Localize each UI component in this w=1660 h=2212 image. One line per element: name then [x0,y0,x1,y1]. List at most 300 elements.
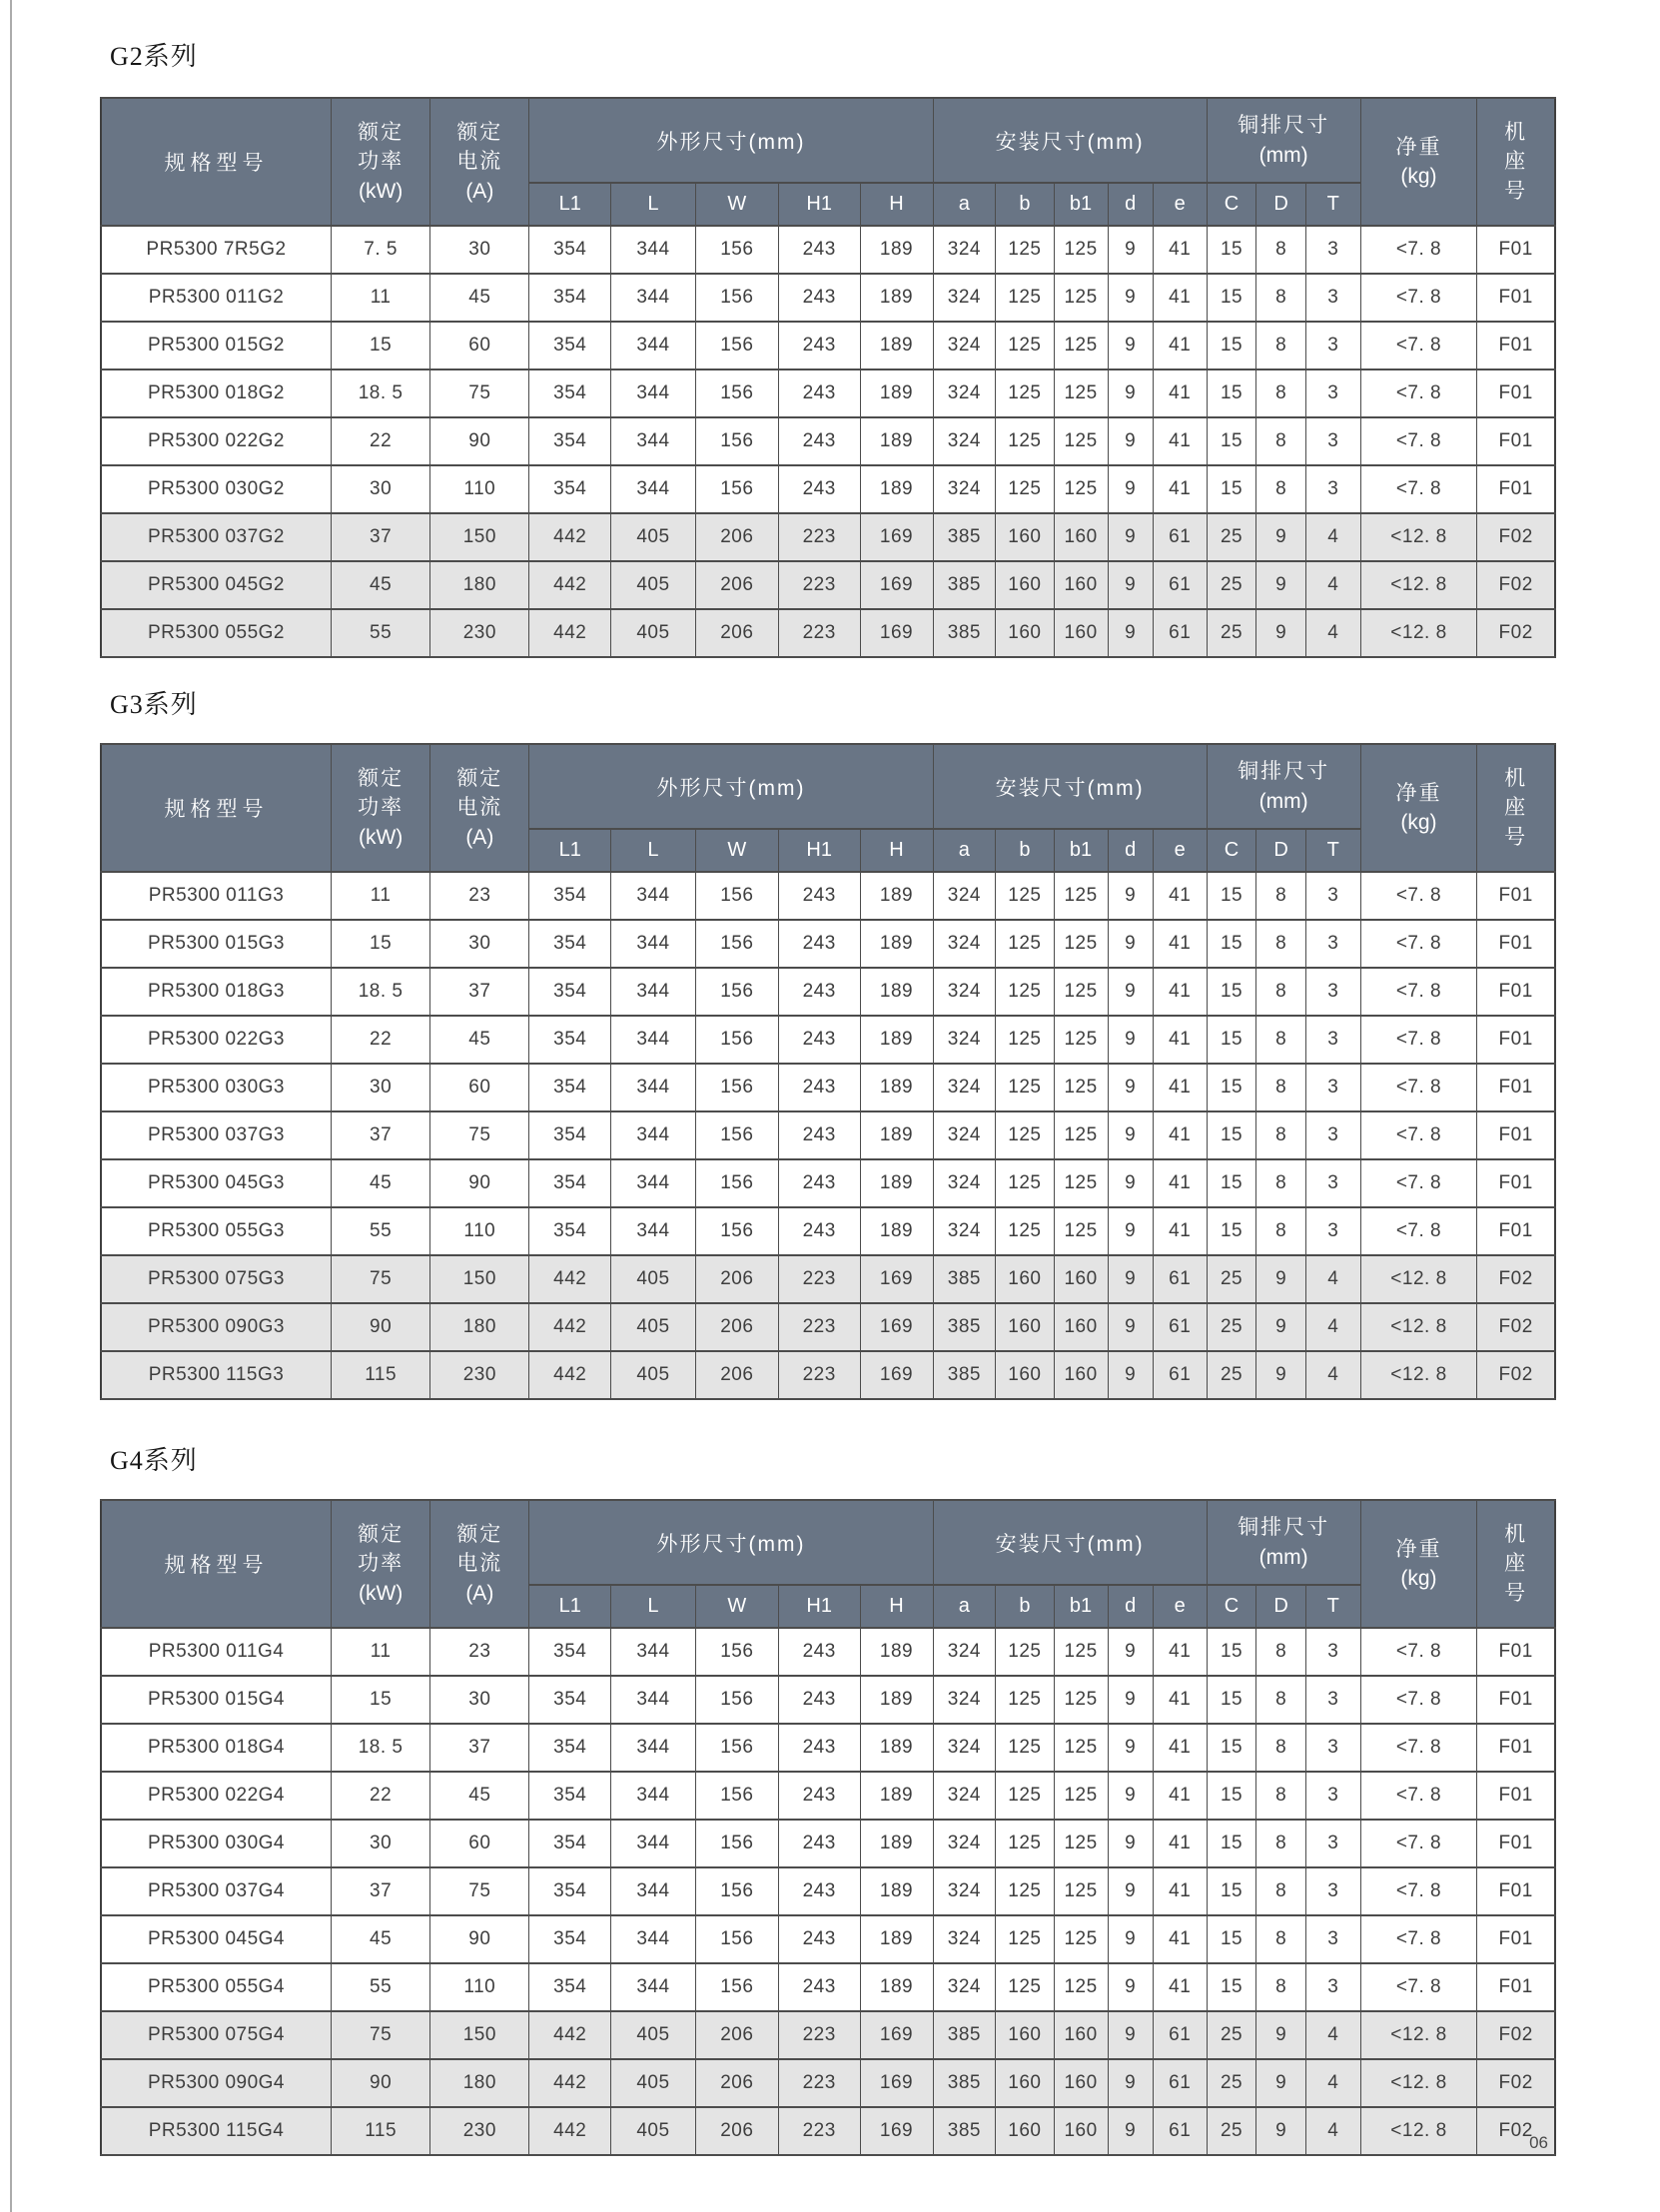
model-cell: PR5300 030G4 [101,1820,332,1867]
dim-l1-cell: 442 [529,609,611,657]
mount-a-cell: 324 [933,322,996,369]
dim-h1-cell: 243 [778,1820,860,1867]
spec-row [101,2011,1555,2059]
frame-no-cell: F01 [1477,1064,1555,1111]
col-header-busbar: 铜排尺寸 (mm) [1207,1500,1360,1585]
dim-l1-cell: 354 [529,968,611,1016]
dim-l1-cell: 354 [529,1820,611,1867]
busbar-t-cell: 3 [1305,274,1360,322]
dim-h1-cell: 243 [778,872,860,920]
frame-no-cell: F01 [1477,1867,1555,1915]
mount-d-cell: 9 [1108,609,1153,657]
dim-l-cell: 405 [611,561,696,609]
busbar-t-cell: 4 [1305,1303,1360,1351]
busbar-t-cell: 3 [1305,1159,1360,1207]
rated-power-cell: 90 [332,1303,430,1351]
col-header-a: a [933,1585,996,1628]
col-header-d: d [1108,183,1153,226]
dim-w-cell: 156 [695,417,778,465]
spec-row [101,369,1555,417]
spec-row [101,968,1555,1016]
mount-b-cell: 125 [996,322,1054,369]
rated-power-cell: 7. 5 [332,226,430,274]
busbar-d-cell: 9 [1256,2107,1306,2155]
busbar-c-cell: 25 [1207,561,1256,609]
frame-no-cell: F01 [1477,465,1555,513]
dim-w-cell: 156 [695,1772,778,1820]
frame-no-cell: F02 [1477,561,1555,609]
mount-a-cell: 385 [933,2011,996,2059]
mount-e-cell: 61 [1153,561,1207,609]
col-header-h1: H1 [778,829,860,872]
dim-l1-cell: 354 [529,1676,611,1724]
busbar-c-cell: 15 [1207,1724,1256,1772]
mount-a-cell: 324 [933,872,996,920]
busbar-c-cell: 25 [1207,513,1256,561]
busbar-c-cell: 15 [1207,1628,1256,1676]
rated-power-cell: 22 [332,417,430,465]
col-header-b1: b1 [1054,829,1108,872]
col-header-b: b [996,1585,1054,1628]
rated-current-cell: 45 [430,274,529,322]
dim-h1-cell: 243 [778,465,860,513]
mount-b-cell: 125 [996,920,1054,968]
mount-b-cell: 160 [996,2107,1054,2155]
dim-h-cell: 169 [860,2059,933,2107]
frame-no-cell: F01 [1477,417,1555,465]
net-weight-cell: <7. 8 [1360,417,1477,465]
frame-no-cell: F02 [1477,609,1555,657]
busbar-t-cell: 3 [1305,1915,1360,1963]
dim-w-cell: 156 [695,1820,778,1867]
dim-h1-cell: 223 [778,561,860,609]
busbar-d-cell: 8 [1256,226,1306,274]
mount-a-cell: 385 [933,513,996,561]
frame-no-cell: F01 [1477,1207,1555,1255]
mount-b-cell: 125 [996,872,1054,920]
rated-current-cell: 230 [430,1351,529,1399]
mount-e-cell: 61 [1153,2059,1207,2107]
mount-e-cell: 61 [1153,513,1207,561]
dim-l1-cell: 354 [529,872,611,920]
mount-e-cell: 41 [1153,1016,1207,1064]
rated-current-cell: 45 [430,1772,529,1820]
col-header-frame: 机 座 号 [1477,98,1555,226]
mount-d-cell: 9 [1108,1676,1153,1724]
dim-l1-cell: 354 [529,1628,611,1676]
col-header-rated-current: 额定 电流 (A) [430,744,529,872]
mount-e-cell: 41 [1153,1628,1207,1676]
spec-row [101,1064,1555,1111]
rated-power-cell: 90 [332,2059,430,2107]
rated-power-cell: 75 [332,1255,430,1303]
mount-d-cell: 9 [1108,226,1153,274]
dim-l1-cell: 442 [529,1255,611,1303]
model-cell: PR5300 045G4 [101,1915,332,1963]
mount-b1-cell: 125 [1054,1111,1108,1159]
busbar-d-cell: 8 [1256,1867,1306,1915]
net-weight-cell: <7. 8 [1360,1963,1477,2011]
dim-l-cell: 344 [611,1772,696,1820]
dim-h1-cell: 243 [778,968,860,1016]
mount-d-cell: 9 [1108,1867,1153,1915]
busbar-t-cell: 4 [1305,2011,1360,2059]
mount-b-cell: 160 [996,2011,1054,2059]
rated-power-cell: 30 [332,1064,430,1111]
rated-power-cell: 55 [332,1963,430,2011]
dim-h-cell: 169 [860,561,933,609]
spec-row [101,1016,1555,1064]
col-header-b1: b1 [1054,183,1108,226]
mount-a-cell: 324 [933,1207,996,1255]
col-header-h1: H1 [778,183,860,226]
dim-l-cell: 344 [611,1628,696,1676]
spec-table-body-g4 [101,1628,1555,2155]
dim-w-cell: 156 [695,920,778,968]
mount-e-cell: 41 [1153,465,1207,513]
model-cell: PR5300 055G4 [101,1963,332,2011]
busbar-d-cell: 9 [1256,513,1306,561]
col-header-e: e [1153,1585,1207,1628]
mount-d-cell: 9 [1108,1016,1153,1064]
busbar-c-cell: 15 [1207,872,1256,920]
mount-b-cell: 125 [996,226,1054,274]
mount-b1-cell: 160 [1054,1303,1108,1351]
busbar-t-cell: 3 [1305,1676,1360,1724]
busbar-t-cell: 3 [1305,968,1360,1016]
spec-row [101,2059,1555,2107]
mount-b-cell: 125 [996,1867,1054,1915]
mount-b-cell: 125 [996,968,1054,1016]
rated-current-cell: 90 [430,1159,529,1207]
dim-l1-cell: 442 [529,2011,611,2059]
spec-table-g4 [100,1499,1556,2156]
mount-b1-cell: 125 [1054,1915,1108,1963]
busbar-t-cell: 3 [1305,872,1360,920]
mount-e-cell: 41 [1153,417,1207,465]
dim-l-cell: 344 [611,274,696,322]
mount-b-cell: 125 [996,417,1054,465]
col-header-model: 规格型号 [101,744,332,872]
mount-b-cell: 160 [996,561,1054,609]
col-header-l: L [611,829,696,872]
spec-row [101,1867,1555,1915]
mount-b-cell: 125 [996,1724,1054,1772]
rated-current-cell: 60 [430,1064,529,1111]
dim-w-cell: 206 [695,2059,778,2107]
col-header-b: b [996,183,1054,226]
mount-a-cell: 385 [933,1303,996,1351]
rated-power-cell: 30 [332,465,430,513]
rated-current-cell: 150 [430,1255,529,1303]
mount-a-cell: 324 [933,968,996,1016]
dim-h-cell: 189 [860,369,933,417]
busbar-d-cell: 8 [1256,872,1306,920]
mount-a-cell: 324 [933,465,996,513]
dim-h1-cell: 243 [778,1159,860,1207]
mount-a-cell: 324 [933,274,996,322]
busbar-t-cell: 3 [1305,1963,1360,2011]
dim-l1-cell: 354 [529,1772,611,1820]
model-cell: PR5300 037G2 [101,513,332,561]
dim-h1-cell: 223 [778,609,860,657]
mount-b1-cell: 125 [1054,1064,1108,1111]
busbar-c-cell: 15 [1207,1064,1256,1111]
mount-e-cell: 41 [1153,322,1207,369]
rated-current-cell: 150 [430,513,529,561]
rated-power-cell: 75 [332,2011,430,2059]
spec-row [101,465,1555,513]
busbar-c-cell: 25 [1207,2059,1256,2107]
col-header-e: e [1153,183,1207,226]
model-cell: PR5300 011G3 [101,872,332,920]
col-header-a: a [933,183,996,226]
dim-w-cell: 156 [695,1915,778,1963]
busbar-c-cell: 25 [1207,609,1256,657]
mount-a-cell: 324 [933,1016,996,1064]
dim-w-cell: 206 [695,2011,778,2059]
mount-b1-cell: 125 [1054,274,1108,322]
dim-w-cell: 156 [695,322,778,369]
mount-b1-cell: 125 [1054,1820,1108,1867]
mount-e-cell: 41 [1153,369,1207,417]
dim-l1-cell: 354 [529,1111,611,1159]
dim-h-cell: 169 [860,1255,933,1303]
rated-current-cell: 45 [430,1016,529,1064]
rated-power-cell: 37 [332,1111,430,1159]
spec-row [101,417,1555,465]
model-cell: PR5300 075G4 [101,2011,332,2059]
busbar-c-cell: 15 [1207,1676,1256,1724]
model-cell: PR5300 090G3 [101,1303,332,1351]
mount-e-cell: 41 [1153,920,1207,968]
col-header-model: 规格型号 [101,1500,332,1628]
dim-h1-cell: 243 [778,1676,860,1724]
spec-row [101,1111,1555,1159]
dim-h-cell: 189 [860,920,933,968]
dim-l-cell: 405 [611,513,696,561]
rated-power-cell: 15 [332,1676,430,1724]
net-weight-cell: <7. 8 [1360,1016,1477,1064]
rated-power-cell: 45 [332,1915,430,1963]
busbar-d-cell: 8 [1256,465,1306,513]
mount-b1-cell: 125 [1054,417,1108,465]
frame-no-cell: F01 [1477,1820,1555,1867]
net-weight-cell: <7. 8 [1360,1628,1477,1676]
busbar-c-cell: 15 [1207,1963,1256,2011]
section-g2 [100,0,1556,658]
rated-current-cell: 75 [430,1867,529,1915]
mount-a-cell: 324 [933,1915,996,1963]
dim-h1-cell: 223 [778,1351,860,1399]
model-cell: PR5300 022G4 [101,1772,332,1820]
net-weight-cell: <12. 8 [1360,2059,1477,2107]
mount-b1-cell: 125 [1054,920,1108,968]
mount-b1-cell: 125 [1054,968,1108,1016]
col-header-rated-power: 额定 功率 (kW) [332,98,430,226]
mount-b-cell: 125 [996,1064,1054,1111]
dim-l-cell: 344 [611,369,696,417]
mount-b1-cell: 125 [1054,1207,1108,1255]
frame-no-cell: F02 [1477,2107,1555,2155]
dim-l-cell: 344 [611,968,696,1016]
model-cell: PR5300 015G2 [101,322,332,369]
dim-w-cell: 156 [695,1676,778,1724]
busbar-d-cell: 8 [1256,920,1306,968]
dim-h-cell: 189 [860,322,933,369]
dim-w-cell: 206 [695,1303,778,1351]
dim-l-cell: 344 [611,1016,696,1064]
mount-b-cell: 125 [996,1963,1054,2011]
col-header-b1: b1 [1054,1585,1108,1628]
dim-l-cell: 405 [611,1255,696,1303]
rated-power-cell: 37 [332,1867,430,1915]
busbar-c-cell: 15 [1207,1915,1256,1963]
dim-l1-cell: 442 [529,513,611,561]
busbar-d-cell: 8 [1256,1016,1306,1064]
rated-power-cell: 45 [332,1159,430,1207]
dim-h-cell: 189 [860,1820,933,1867]
busbar-t-cell: 3 [1305,1628,1360,1676]
dim-h-cell: 189 [860,1111,933,1159]
busbar-d-cell: 8 [1256,1915,1306,1963]
dim-l1-cell: 354 [529,417,611,465]
net-weight-cell: <12. 8 [1360,609,1477,657]
dim-l-cell: 344 [611,872,696,920]
model-cell: PR5300 011G4 [101,1628,332,1676]
mount-b-cell: 125 [996,465,1054,513]
mount-d-cell: 9 [1108,920,1153,968]
dim-h-cell: 189 [860,872,933,920]
dim-l-cell: 405 [611,1351,696,1399]
busbar-d-cell: 8 [1256,1724,1306,1772]
col-header-outline: 外形尺寸(mm) [529,744,933,829]
col-header-d2: D [1256,829,1306,872]
busbar-c-cell: 25 [1207,2107,1256,2155]
busbar-d-cell: 8 [1256,417,1306,465]
net-weight-cell: <7. 8 [1360,465,1477,513]
busbar-c-cell: 25 [1207,1255,1256,1303]
page-number: 06 [1529,2133,1548,2152]
mount-a-cell: 324 [933,1676,996,1724]
busbar-t-cell: 4 [1305,609,1360,657]
model-cell: PR5300 045G3 [101,1159,332,1207]
frame-no-cell: F02 [1477,1303,1555,1351]
spec-table-body-g2 [101,226,1555,657]
mount-b-cell: 125 [996,1016,1054,1064]
rated-power-cell: 55 [332,609,430,657]
mount-b-cell: 125 [996,1159,1054,1207]
mount-d-cell: 9 [1108,1963,1153,2011]
frame-no-cell: F01 [1477,1676,1555,1724]
busbar-c-cell: 15 [1207,322,1256,369]
col-header-rated-power: 额定 功率 (kW) [332,744,430,872]
rated-power-cell: 30 [332,1820,430,1867]
frame-no-cell: F02 [1477,1351,1555,1399]
model-cell: PR5300 018G3 [101,968,332,1016]
dim-l1-cell: 442 [529,2107,611,2155]
spec-row [101,561,1555,609]
busbar-c-cell: 15 [1207,1772,1256,1820]
dim-w-cell: 156 [695,1159,778,1207]
net-weight-cell: <7. 8 [1360,1772,1477,1820]
mount-d-cell: 9 [1108,2059,1153,2107]
spec-row [101,513,1555,561]
mount-a-cell: 324 [933,1963,996,2011]
dim-h1-cell: 243 [778,1772,860,1820]
dim-l-cell: 344 [611,1207,696,1255]
mount-d-cell: 9 [1108,369,1153,417]
dim-w-cell: 156 [695,1111,778,1159]
mount-b1-cell: 125 [1054,322,1108,369]
net-weight-cell: <7. 8 [1360,872,1477,920]
busbar-d-cell: 8 [1256,1064,1306,1111]
net-weight-cell: <12. 8 [1360,513,1477,561]
busbar-d-cell: 8 [1256,1963,1306,2011]
model-cell: PR5300 055G2 [101,609,332,657]
dim-w-cell: 156 [695,1963,778,2011]
spec-row [101,322,1555,369]
mount-a-cell: 385 [933,2059,996,2107]
mount-e-cell: 41 [1153,1111,1207,1159]
dim-l1-cell: 354 [529,274,611,322]
busbar-t-cell: 3 [1305,1016,1360,1064]
col-header-rated-current: 额定 电流 (A) [430,1500,529,1628]
dim-w-cell: 156 [695,872,778,920]
frame-no-cell: F02 [1477,513,1555,561]
frame-no-cell: F01 [1477,1159,1555,1207]
series-title-g2: G2系列 [110,42,198,71]
busbar-t-cell: 4 [1305,561,1360,609]
dim-h1-cell: 223 [778,2011,860,2059]
net-weight-cell: <7. 8 [1360,1111,1477,1159]
busbar-t-cell: 4 [1305,513,1360,561]
busbar-t-cell: 3 [1305,1772,1360,1820]
net-weight-cell: <7. 8 [1360,920,1477,968]
model-cell: PR5300 018G2 [101,369,332,417]
mount-b1-cell: 125 [1054,1963,1108,2011]
dim-w-cell: 156 [695,465,778,513]
dim-l-cell: 344 [611,322,696,369]
mount-b1-cell: 125 [1054,226,1108,274]
col-header-weight: 净重 (kg) [1360,744,1477,872]
mount-e-cell: 41 [1153,1724,1207,1772]
net-weight-cell: <12. 8 [1360,1255,1477,1303]
rated-power-cell: 11 [332,872,430,920]
mount-b1-cell: 125 [1054,369,1108,417]
col-header-mounting: 安装尺寸(mm) [933,98,1207,183]
dim-h1-cell: 243 [778,226,860,274]
dim-h-cell: 189 [860,1159,933,1207]
mount-e-cell: 41 [1153,226,1207,274]
busbar-d-cell: 8 [1256,274,1306,322]
dim-h1-cell: 243 [778,322,860,369]
mount-d-cell: 9 [1108,1303,1153,1351]
busbar-c-cell: 15 [1207,968,1256,1016]
dim-h-cell: 189 [860,417,933,465]
busbar-d-cell: 8 [1256,1772,1306,1820]
col-header-w: W [695,829,778,872]
dim-w-cell: 206 [695,1255,778,1303]
model-cell: PR5300 030G3 [101,1064,332,1111]
net-weight-cell: <7. 8 [1360,1820,1477,1867]
mount-a-cell: 324 [933,920,996,968]
dim-l1-cell: 442 [529,561,611,609]
rated-current-cell: 230 [430,2107,529,2155]
col-header-c: C [1207,829,1256,872]
spec-row [101,2107,1555,2155]
busbar-c-cell: 15 [1207,920,1256,968]
